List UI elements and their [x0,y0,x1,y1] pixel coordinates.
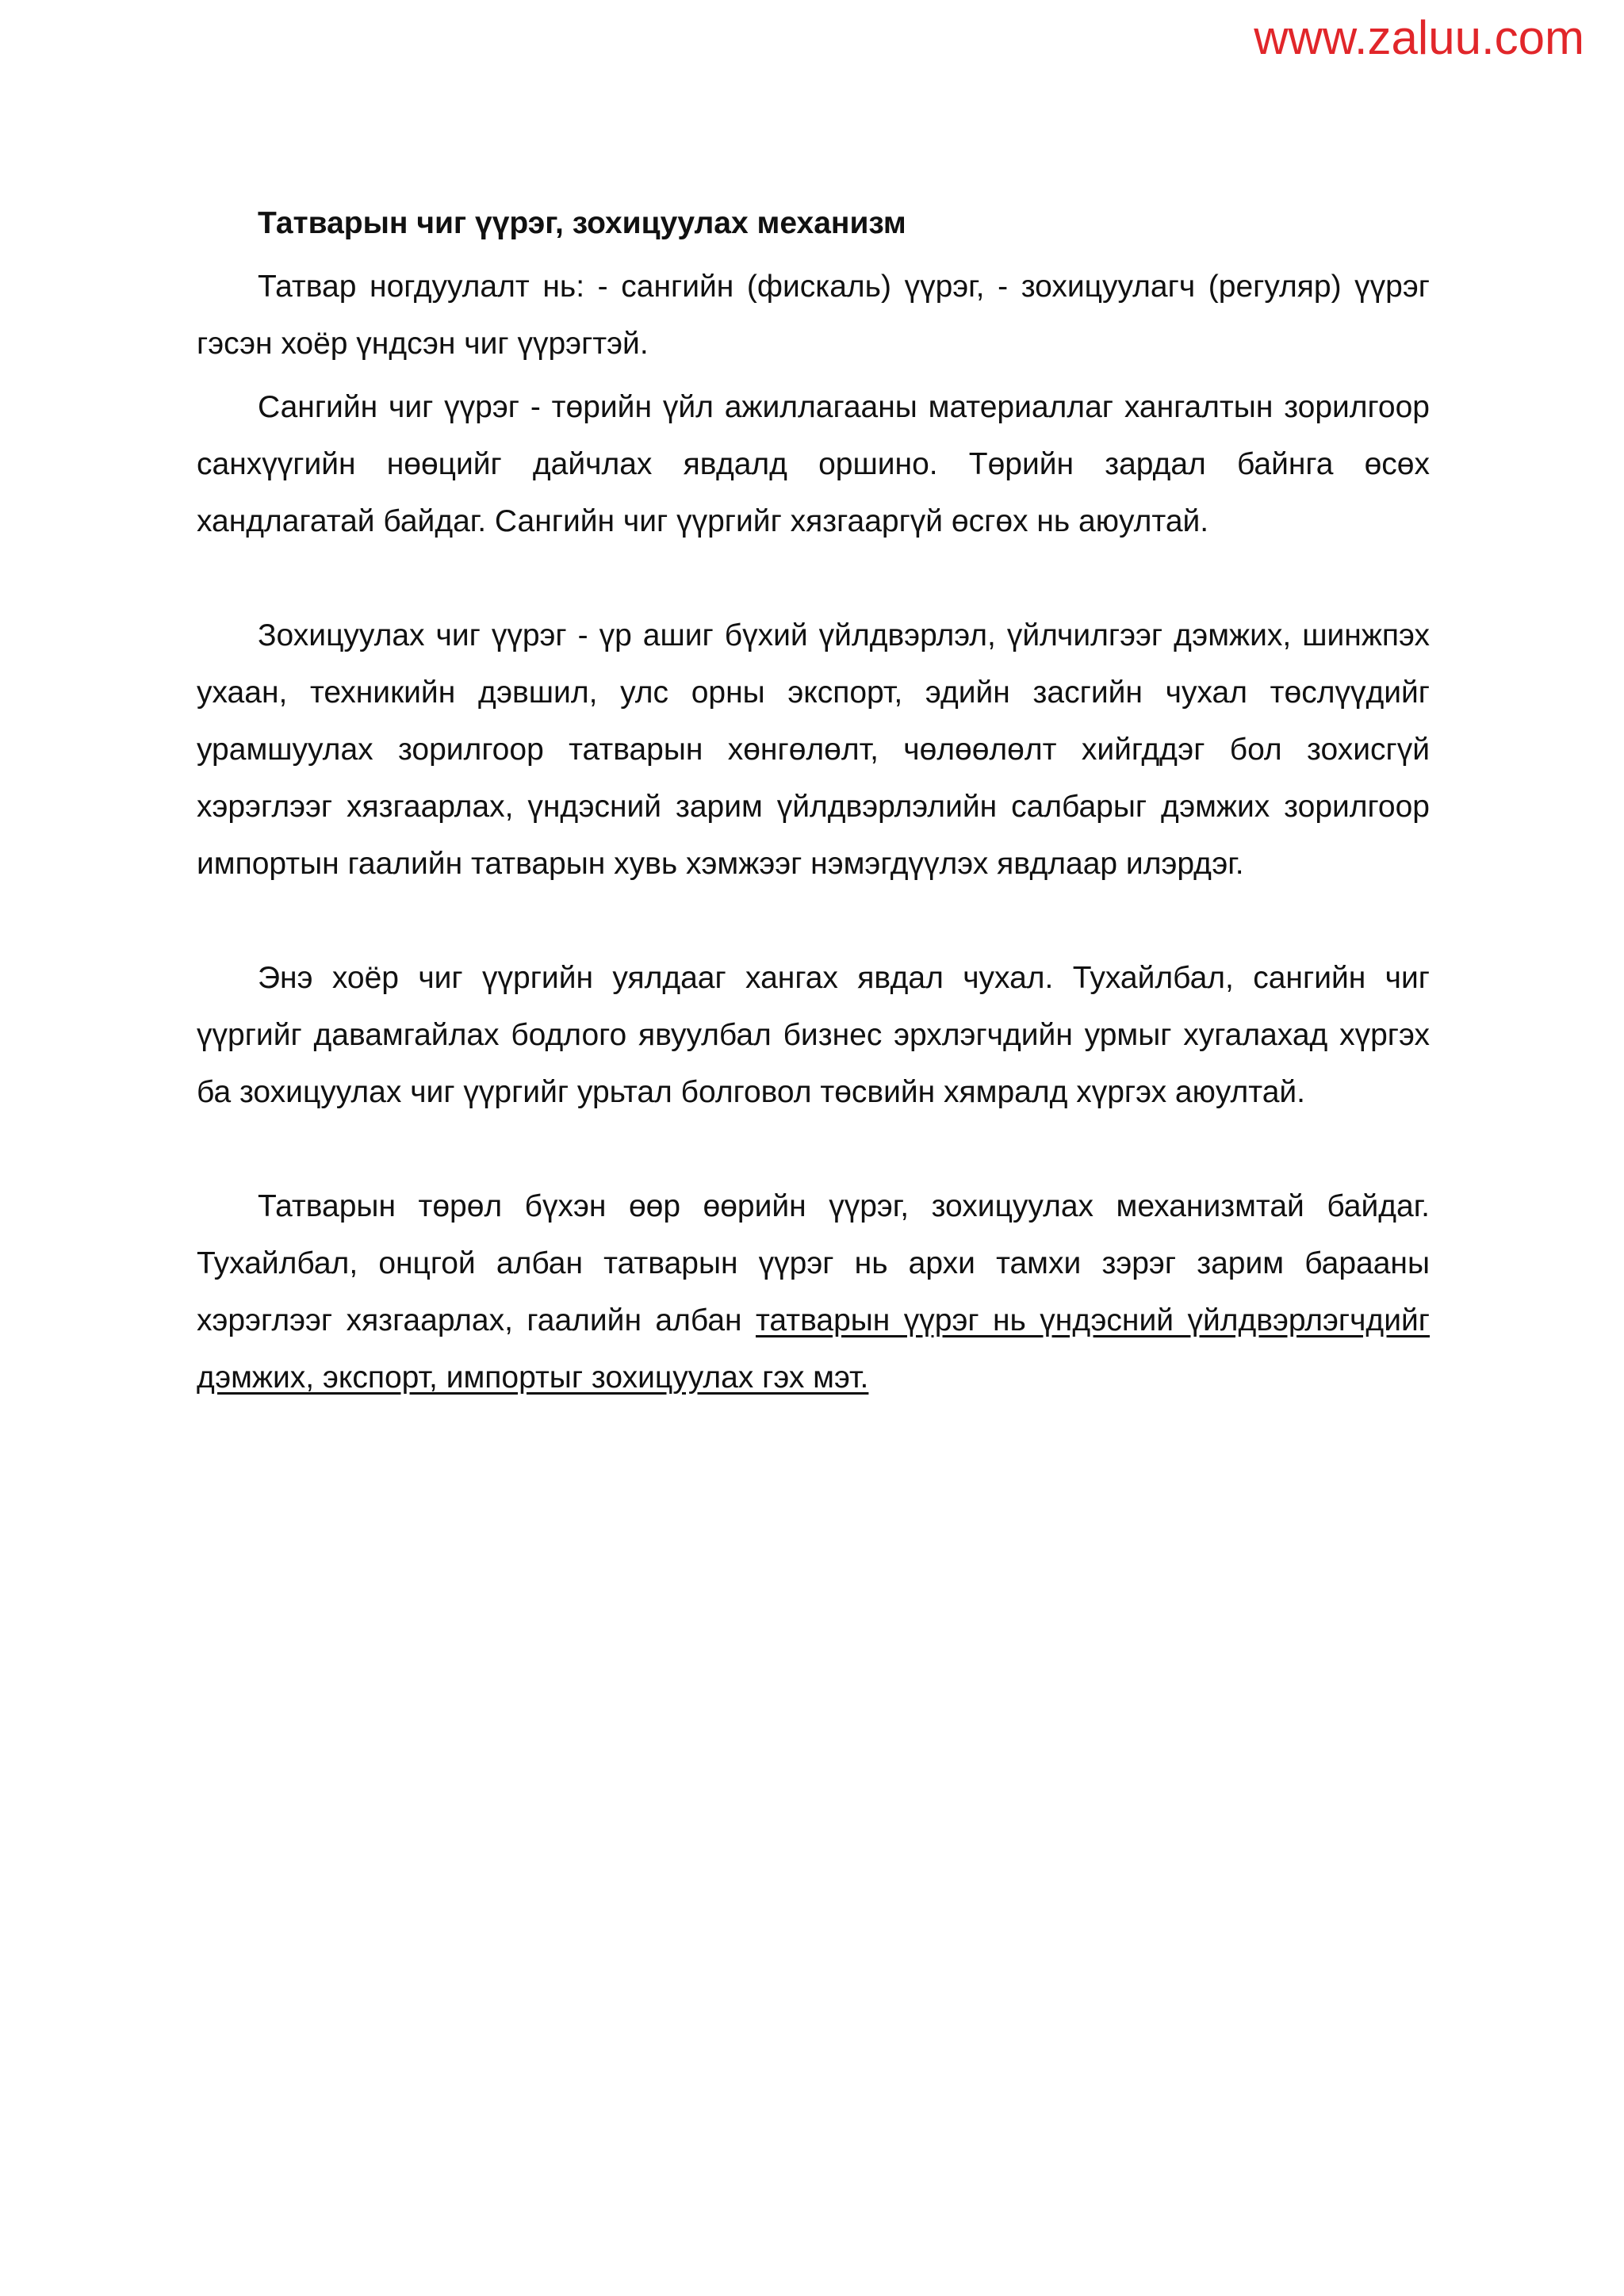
paragraph-tax-types-text: Татварын төрөл бүхэн өөр өөрийн үүрэг, зохицуулах механизмтай байдаг. Тухайлбал, онцгой албан татварын үүрэг нь архи тамхи зэрэг зарим барааны хэрэглээг хязгаарлах, гаалийн албан [197,1189,1430,1337]
paragraph-intro: Татвар ногдуулалт нь: - сангийн (фискаль) үүрэг, - зохицуулагч (регуляр) үүрэг гэсэн хоёр үндсэн чиг үүрэгтэй. [197,270,1430,361]
paragraph-tax-types [197,1178,1430,1406]
paragraph-balance: Энэ хоёр чиг үүргийн уялдааг хангах явдал чухал. Тухайлбал, сангийн чиг үүргийг давамгайлах бодлого явуулбал бизнес эрхлэгчдийн урмыг хугалахад хүргэх ба зохицуулах чиг үүргийг урьтал болговол төсвийн хямралд хүргэх аюултай. [197,961,1430,1109]
document-body [197,195,1430,1406]
site-watermark: www.zaluu.com [1254,11,1584,64]
underlined-text: татварын үүрэг нь үндэсний үйлдвэрлэгчдийг дэмжих, экспорт, импортыг зохицуулах гэх мэт. [197,1303,1430,1395]
document-title: Татварын чиг үүрэг, зохицуулах механизм [258,206,906,240]
paragraph-fiscal-function: Сангийн чиг үүрэг - төрийн үйл ажиллагааны материаллаг хангалтын зорилгоор санхүүгийн нөөцийг дайчлах явдалд оршино. Төрийн зардал байнга өсөх хандлагатай байдаг. Сангийн чиг үүргийг хязгааргүй өсгөх нь аюултай. [197,390,1430,538]
paragraph-regulatory-function: Зохицуулах чиг үүрэг - үр ашиг бүхий үйлдвэрлэл, үйлчилгээг дэмжих, шинжпэх ухаан, техникийн дэвшил, улс орны экспорт, эдийн засгийн чухал төслүүдийг урамшуулах зорилгоор татварын хөнгөлөлт, чөлөөлөлт хийгддэг бол зохисгүй хэрэглээг хязгаарлах, үндэсний зарим үйлдвэрлэлийн салбарыг дэмжих зорилгоор импортын гаалийн татварын хувь хэмжээг нэмэгдүүлэх явдлаар илэрдэг. [197,618,1430,881]
